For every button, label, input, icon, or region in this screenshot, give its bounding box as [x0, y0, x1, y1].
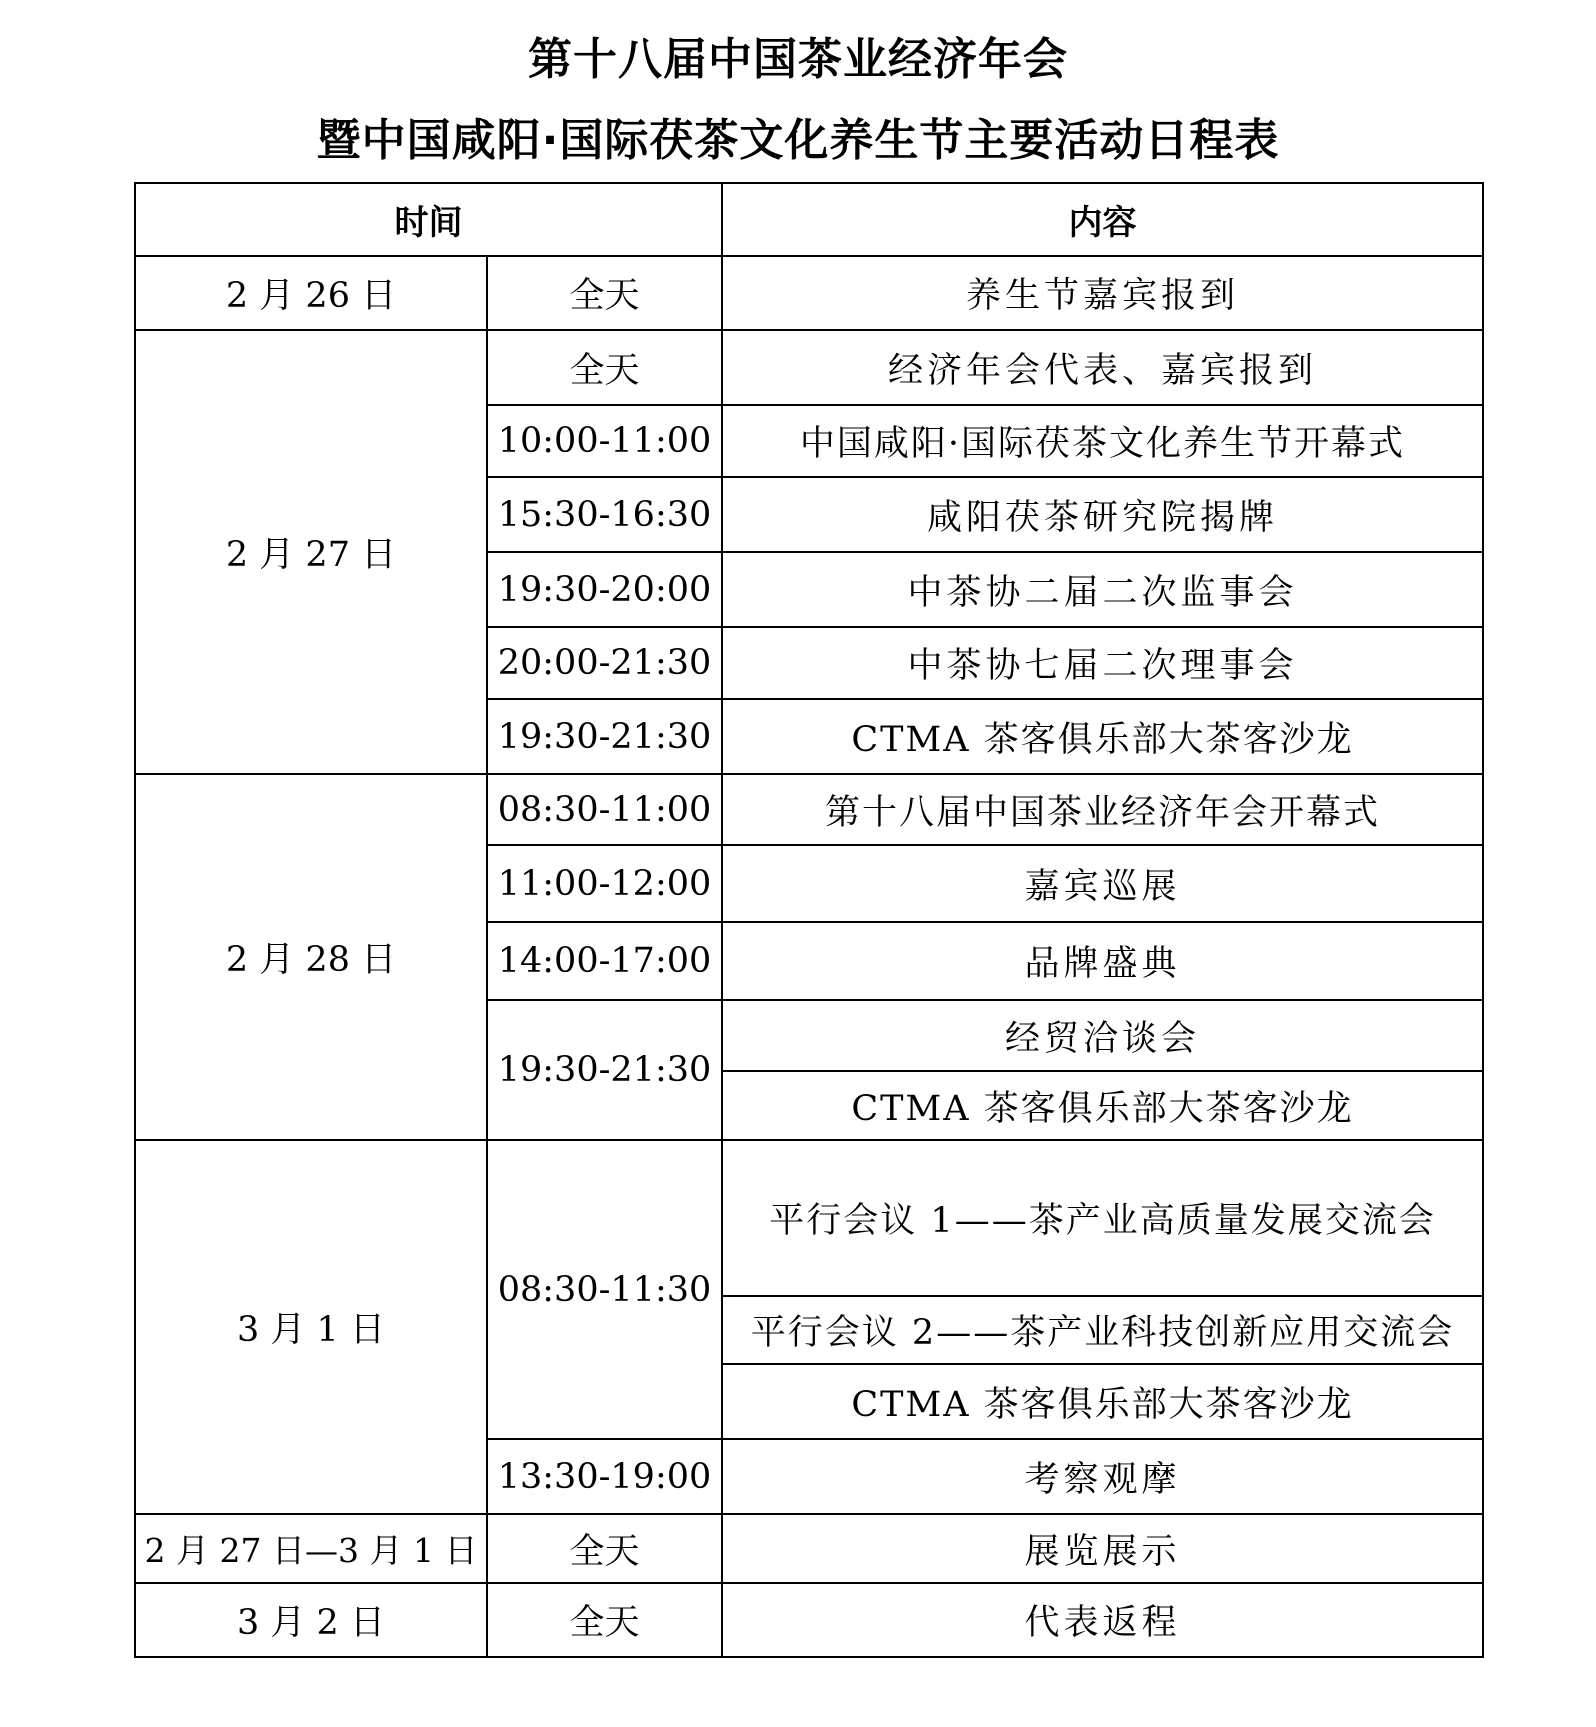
table-row	[135, 774, 1483, 845]
time-cell: 19:30-21:30	[487, 699, 722, 774]
time-cell: 14:00-17:00	[487, 922, 722, 1000]
time-cell: 08:30-11:30	[487, 1140, 722, 1439]
time-cell: 19:30-21:30	[487, 1000, 722, 1140]
content-cell: 考察观摩	[722, 1439, 1483, 1514]
content-cell: 平行会议 2——茶产业科技创新应用交流会	[722, 1296, 1483, 1364]
date-cell: 3 月 1 日	[135, 1140, 487, 1514]
time-cell: 10:00-11:00	[487, 405, 722, 477]
content-cell: 展览展示	[722, 1514, 1483, 1583]
date-cell: 2 月 26 日	[135, 256, 487, 330]
content-cell: 养生节嘉宾报到	[722, 256, 1483, 330]
content-cell: 嘉宾巡展	[722, 845, 1483, 922]
content-cell: 咸阳茯茶研究院揭牌	[722, 477, 1483, 552]
content-cell: CTMA 茶客俱乐部大茶客沙龙	[722, 699, 1483, 774]
header-content: 内容	[722, 183, 1483, 256]
date-cell: 2 月 28 日	[135, 774, 487, 1140]
content-cell: 品牌盛典	[722, 922, 1483, 1000]
table-row	[135, 1514, 1483, 1583]
content-cell: 平行会议 1——茶产业高质量发展交流会	[722, 1140, 1483, 1296]
time-cell: 20:00-21:30	[487, 627, 722, 699]
content-cell: 代表返程	[722, 1583, 1483, 1657]
content-cell: 经贸洽谈会	[722, 1000, 1483, 1071]
content-cell: 经济年会代表、嘉宾报到	[722, 330, 1483, 405]
date-cell: 3 月 2 日	[135, 1583, 487, 1657]
time-cell: 全天	[487, 1514, 722, 1583]
content-cell: 中茶协七届二次理事会	[722, 627, 1483, 699]
time-cell: 19:30-20:00	[487, 552, 722, 627]
content-cell: CTMA 茶客俱乐部大茶客沙龙	[722, 1071, 1483, 1140]
time-cell: 全天	[487, 330, 722, 405]
content-cell: CTMA 茶客俱乐部大茶客沙龙	[722, 1364, 1483, 1439]
table-header-row	[135, 183, 1483, 256]
date-cell: 2 月 27 日	[135, 330, 487, 774]
table-row	[135, 1583, 1483, 1657]
header-time: 时间	[135, 183, 722, 256]
content-cell: 中国咸阳·国际茯茶文化养生节开幕式	[722, 405, 1483, 477]
table-row	[135, 1140, 1483, 1296]
time-cell: 13:30-19:00	[487, 1439, 722, 1514]
time-cell: 全天	[487, 256, 722, 330]
content-cell: 中茶协二届二次监事会	[722, 552, 1483, 627]
time-cell: 11:00-12:00	[487, 845, 722, 922]
page-subtitle: 暨中国咸阳·国际茯茶文化养生节主要活动日程表	[316, 115, 1280, 166]
time-cell: 15:30-16:30	[487, 477, 722, 552]
time-cell: 08:30-11:00	[487, 774, 722, 845]
time-cell: 全天	[487, 1583, 722, 1657]
page-title: 第十八届中国茶业经济年会	[528, 34, 1068, 85]
schedule-table	[134, 182, 1484, 1658]
table-row	[135, 256, 1483, 330]
table-row	[135, 330, 1483, 405]
date-cell: 2 月 27 日—3 月 1 日	[135, 1514, 487, 1583]
content-cell: 第十八届中国茶业经济年会开幕式	[722, 774, 1483, 845]
